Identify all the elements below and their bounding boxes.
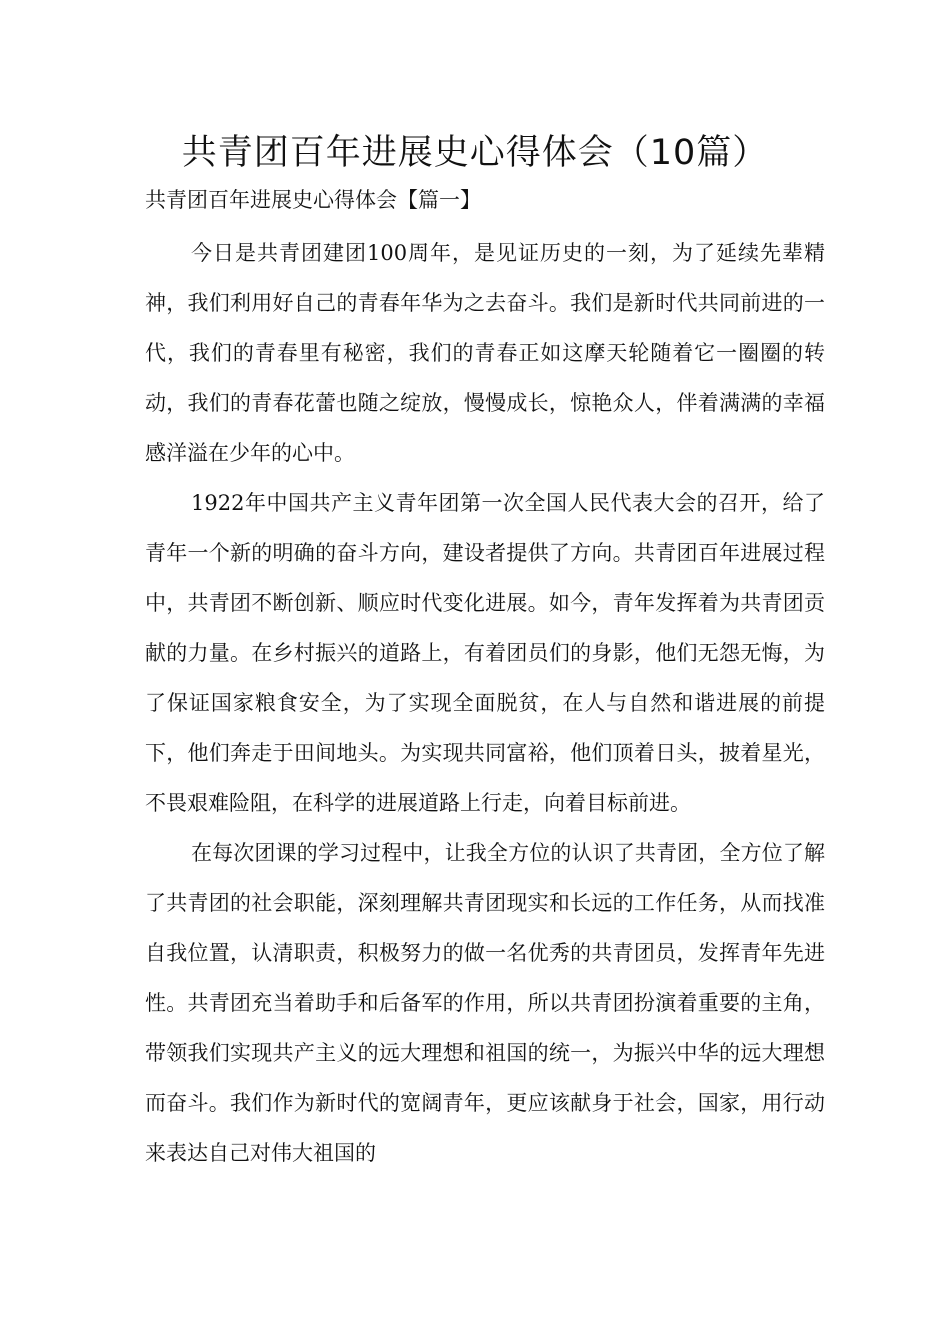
document-body bbox=[145, 228, 825, 1178]
paragraph-1: 今日是共青团建团100周年，是见证历史的一刻，为了延续先辈精神，我们利用好自己的青春年华为之去奋斗。我们是新时代共同前进的一代，我们的青春里有秘密，我们的青春正如这摩天轮随着它一圈圈的转动，我们的青春花蕾也随之绽放，慢慢成长，惊艳众人，伴着满满的幸福感洋溢在少年的心中。 bbox=[145, 241, 825, 465]
paragraph-3: 在每次团课的学习过程中，让我全方位的认识了共青团，全方位了解了共青团的社会职能，深刻理解共青团现实和长远的工作任务，从而找准自我位置，认清职责，积极努力的做一名优秀的共青团员，发挥青年先进性。共青团充当着助手和后备军的作用，所以共青团扮演着重要的主角，带领我们实现共产主义的远大理想和祖国的统一，为振兴中华的远大理想而奋斗。我们作为新时代的宽阔青年，更应该献身于社会，国家，用行动来表达自己对伟大祖国的 bbox=[145, 841, 825, 1165]
section-heading: 共青团百年进展史心得体会【篇一】 bbox=[145, 188, 481, 212]
document-title: 共青团百年进展史心得体会（10篇） bbox=[181, 133, 769, 173]
paragraph-2: 1922年中国共产主义青年团第一次全国人民代表大会的召开，给了青年一个新的明确的奋斗方向，建设者提供了方向。共青团百年进展过程中，共青团不断创新、顺应时代变化进展。如今，青年发挥着为共青团贡献的力量。在乡村振兴的道路上，有着团员们的身影，他们无怨无悔，为了保证国家粮食安全，为了实现全面脱贫，在人与自然和谐进展的前提下，他们奔走于田间地头。为实现共同富裕，他们顶着日头，披着星光，不畏艰难险阻，在科学的进展道路上行走，向着目标前进。 bbox=[145, 491, 825, 815]
